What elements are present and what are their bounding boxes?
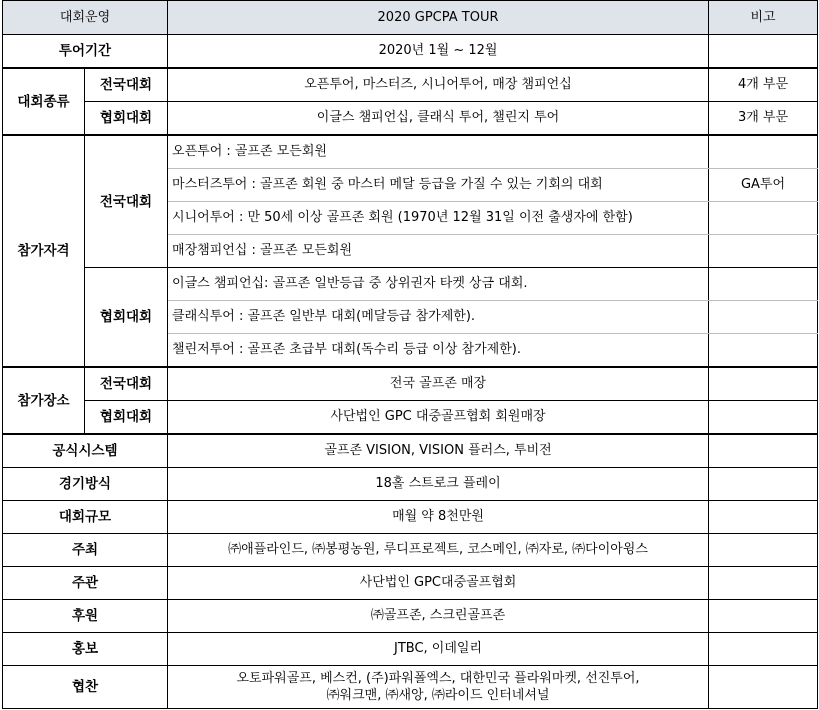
sponsors-label: 협찬 [3, 666, 168, 709]
qual-row [3, 135, 818, 169]
system-value: 골프존 VISION, VISION 플러스, 투비전 [168, 434, 709, 468]
qual-sub-association: 협회대회 [85, 268, 168, 368]
types-row-association [3, 102, 818, 136]
support-note [709, 600, 818, 633]
venue-row-national [3, 367, 818, 401]
tour-operations-table [2, 0, 818, 709]
qual-association-item: 챌린저투어 : 골프존 초급부 대회(독수리 등급 이상 참가제한). [168, 334, 709, 368]
system-note [709, 434, 818, 468]
header-operations: 대회운영 [3, 1, 168, 35]
types-value-national: 오픈투어, 마스터즈, 시니어투어, 매장 챔피언십 [168, 68, 709, 102]
info-row-support [3, 600, 818, 633]
types-sub-association: 협회대회 [85, 102, 168, 136]
support-value: ㈜골프존, 스크린골프존 [168, 600, 709, 633]
qual-association-item: 클래식투어 : 골프존 일반부 대회(메달등급 참가제한). [168, 301, 709, 334]
sponsors-row [3, 666, 818, 709]
venue-note-national [709, 367, 818, 401]
venue-sub-national: 전국대회 [85, 367, 168, 401]
scale-note [709, 501, 818, 534]
qual-sub-national: 전국대회 [85, 135, 168, 268]
info-row-organizer [3, 567, 818, 600]
system-label: 공식시스템 [3, 434, 168, 468]
info-row-format [3, 468, 818, 501]
header-remarks: 비고 [709, 1, 818, 35]
period-label: 투어기간 [3, 35, 168, 69]
period-note [709, 35, 818, 69]
sponsors-line-1: 오토파워골프, 베스컨, (주)파워폴엑스, 대한민국 플라워마켓, 선진투어, [236, 671, 640, 686]
organizer-note [709, 567, 818, 600]
promotion-label: 홍보 [3, 633, 168, 666]
qual-national-note [709, 135, 818, 169]
info-row-system [3, 434, 818, 468]
types-row-national [3, 68, 818, 102]
qual-national-item: 시니어투어 : 만 50세 이상 골프존 회원 (1970년 12월 31일 이전 출생자에 한함) [168, 202, 709, 235]
venue-value-national: 전국 골프존 매장 [168, 367, 709, 401]
organizer-label: 주관 [3, 567, 168, 600]
qual-row [3, 268, 818, 301]
qual-national-item: 오픈투어 : 골프존 모든회원 [168, 135, 709, 169]
venue-value-association: 사단법인 GPC 대중골프협회 회원매장 [168, 401, 709, 435]
header-tour-title: 2020 GPCPA TOUR [168, 1, 709, 35]
format-value: 18홀 스트로크 플레이 [168, 468, 709, 501]
format-label: 경기방식 [3, 468, 168, 501]
host-note [709, 534, 818, 567]
scale-label: 대회규모 [3, 501, 168, 534]
qual-national-note [709, 235, 818, 268]
sponsors-value [168, 666, 709, 709]
sponsors-note [709, 666, 818, 709]
format-note [709, 468, 818, 501]
qual-national-item: 매장챔피언십 : 골프존 모든회원 [168, 235, 709, 268]
host-value: ㈜애플라인드, ㈜봉평농원, 루디프로젝트, 코스메인, ㈜자로, ㈜다이아윙스 [168, 534, 709, 567]
types-sub-national: 전국대회 [85, 68, 168, 102]
info-row-scale [3, 501, 818, 534]
qual-association-note [709, 268, 818, 301]
venue-sub-association: 협회대회 [85, 401, 168, 435]
types-note-national: 4개 부문 [709, 68, 818, 102]
types-value-association: 이글스 챔피언십, 클래식 투어, 챌린지 투어 [168, 102, 709, 136]
venue-row-association [3, 401, 818, 435]
period-row [3, 35, 818, 69]
qual-national-note [709, 202, 818, 235]
types-label: 대회종류 [3, 68, 85, 135]
support-label: 후원 [3, 600, 168, 633]
sponsors-line-2: ㈜워크맨, ㈜새앙, ㈜라이드 인터네셔널 [326, 688, 550, 703]
info-row-promotion [3, 633, 818, 666]
qual-national-note-ga: GA투어 [709, 169, 818, 202]
qual-association-item: 이글스 챔피언십: 골프존 일반등급 중 상위권자 타켓 상금 대회. [168, 268, 709, 301]
types-note-association: 3개 부문 [709, 102, 818, 136]
qual-association-note [709, 334, 818, 368]
qual-national-item: 마스터즈투어 : 골프존 회원 중 마스터 메달 등급을 가질 수 있는 기회의 대회 [168, 169, 709, 202]
venue-note-association [709, 401, 818, 435]
promotion-value: JTBC, 이데일리 [168, 633, 709, 666]
promotion-note [709, 633, 818, 666]
qualification-label: 참가자격 [3, 135, 85, 367]
organizer-value: 사단법인 GPC대중골프협회 [168, 567, 709, 600]
venue-label: 참가장소 [3, 367, 85, 434]
qual-association-note [709, 301, 818, 334]
host-label: 주최 [3, 534, 168, 567]
period-value: 2020년 1월 ~ 12월 [168, 35, 709, 69]
header-row [3, 1, 818, 35]
info-row-host [3, 534, 818, 567]
scale-value: 매월 약 8천만원 [168, 501, 709, 534]
